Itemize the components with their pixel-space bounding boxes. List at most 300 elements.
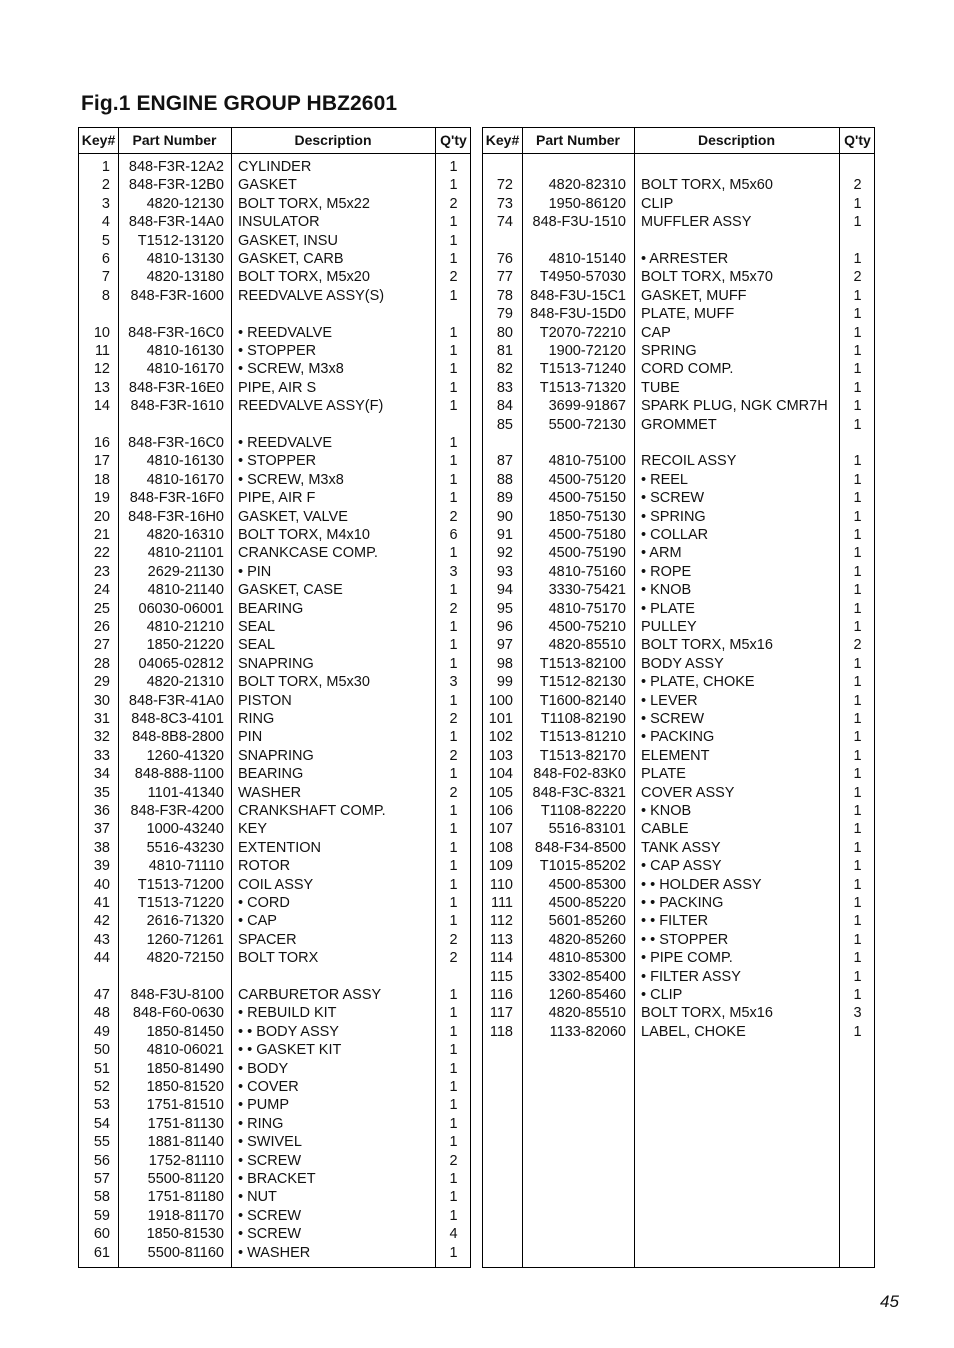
- part-number-cell: 3330-75421: [548, 582, 626, 599]
- key-cell: 88: [496, 471, 513, 488]
- table-row: [79, 489, 470, 507]
- description-cell: RING: [238, 711, 275, 727]
- qty-cell: 1: [853, 895, 862, 911]
- key-cell: 3: [101, 195, 110, 212]
- table-row: [79, 876, 470, 894]
- qty-cell: 1: [449, 1023, 458, 1040]
- part-number-cell: 5500-81120: [147, 1171, 224, 1187]
- qty-cell: 1: [449, 1207, 458, 1224]
- qty-cell: 1: [853, 306, 862, 323]
- description-cell: • CLIP: [641, 987, 683, 1003]
- table-row: [483, 618, 874, 636]
- part-number-cell: 4810-16130: [146, 453, 224, 470]
- part-number-cell: 1950-86120: [548, 195, 626, 212]
- key-cell: 78: [496, 287, 513, 304]
- qty-cell: 2: [449, 950, 458, 967]
- part-number-cell: 4810-71110: [148, 858, 224, 875]
- part-number-cell: 848-F3C-8321: [532, 784, 626, 801]
- description-cell: ELEMENT: [641, 747, 710, 764]
- key-cell: 106: [488, 803, 513, 819]
- description-cell: • SCREW: [238, 1226, 302, 1243]
- qty-cell: 1: [449, 324, 458, 341]
- description-cell: • PIN: [238, 563, 272, 580]
- qty-cell: 2: [449, 1152, 458, 1169]
- table-row: [79, 1225, 470, 1243]
- description-cell: • ARRESTER: [641, 251, 729, 267]
- key-cell: 77: [496, 269, 513, 286]
- key-cell: 55: [93, 1134, 110, 1151]
- part-number-cell: 4810-15140: [548, 251, 626, 267]
- description-cell: • ROPE: [641, 563, 692, 580]
- key-cell: 41: [93, 895, 110, 911]
- table-row: [79, 232, 470, 250]
- qty-cell: 1: [853, 563, 862, 580]
- description-cell: • PLATE: [641, 600, 695, 617]
- table-row: [483, 452, 874, 470]
- description-cell: WASHER: [238, 784, 302, 801]
- key-cell: 21: [93, 527, 110, 543]
- table-row: [483, 839, 874, 857]
- table-row: [483, 397, 874, 415]
- key-cell: 10: [93, 324, 110, 341]
- header-qty: Q'ty: [440, 132, 467, 148]
- qty-cell: 1: [449, 435, 458, 451]
- part-number-cell: 4810-13130: [146, 251, 224, 267]
- table-row: [483, 471, 874, 489]
- qty-cell: 2: [449, 931, 458, 948]
- key-cell: 105: [488, 784, 513, 801]
- part-number-cell: T1513-81210: [539, 729, 626, 746]
- key-cell: 52: [93, 1079, 110, 1095]
- part-number-cell: T1108-82220: [540, 803, 626, 819]
- description-cell: • COVER: [238, 1079, 299, 1095]
- part-number-cell: 04065-02812: [138, 655, 224, 672]
- qty-cell: 1: [449, 895, 458, 911]
- table-row: [483, 176, 874, 194]
- qty-cell: 1: [853, 987, 862, 1003]
- description-cell: • PIPE COMP.: [641, 950, 733, 967]
- part-number-cell: 848-F3R-16C0: [128, 324, 224, 341]
- description-cell: SEAL: [238, 619, 276, 635]
- table-row: [483, 544, 874, 562]
- key-cell: 5: [101, 232, 110, 249]
- key-cell: 58: [93, 1189, 110, 1206]
- key-cell: 72: [496, 177, 513, 194]
- part-number-cell: 4820-82310: [548, 177, 626, 194]
- part-number-cell: T1015-85202: [539, 858, 626, 875]
- table-row: [483, 526, 874, 544]
- qty-cell: 1: [449, 177, 458, 194]
- description-cell: CRANKCASE COMP.: [238, 545, 378, 562]
- description-cell: SEAL: [238, 637, 276, 654]
- qty-cell: 1: [853, 600, 862, 617]
- key-cell: 31: [93, 711, 110, 727]
- part-number-cell: 4810-06021: [146, 1042, 224, 1059]
- description-cell: BOLT TORX, M5x60: [641, 177, 773, 194]
- description-cell: SPARK PLUG, NGK CMR7H: [641, 398, 828, 415]
- table-row: [483, 1023, 874, 1041]
- part-number-cell: T4950-57030: [539, 269, 626, 286]
- description-cell: BEARING: [238, 600, 304, 617]
- table-row: [79, 1152, 470, 1170]
- part-number-cell: 4820-85260: [548, 931, 626, 948]
- qty-cell: 1: [853, 361, 862, 378]
- part-number-cell: 4820-21310: [146, 674, 224, 691]
- qty-cell: 1: [853, 582, 862, 599]
- qty-cell: 1: [449, 379, 458, 396]
- part-number-cell: 4820-12130: [146, 195, 224, 212]
- qty-cell: 1: [853, 711, 862, 727]
- table-row: [79, 1115, 470, 1133]
- description-cell: REEDVALVE ASSY(S): [238, 287, 385, 304]
- qty-cell: 1: [449, 582, 458, 599]
- table-row: [79, 1004, 470, 1022]
- description-cell: • • FILTER: [641, 913, 709, 930]
- qty-cell: 1: [853, 287, 862, 304]
- qty-cell: 1: [449, 287, 458, 304]
- description-cell: • PUMP: [238, 1097, 289, 1114]
- description-cell: INSULATOR: [238, 214, 320, 231]
- description-cell: PIPE, AIR F: [238, 490, 316, 507]
- description-cell: • WASHER: [238, 1244, 311, 1261]
- description-cell: • • PACKING: [641, 895, 724, 911]
- part-number-cell: 06030-06001: [138, 600, 224, 617]
- qty-cell: 1: [853, 821, 862, 838]
- table-row: [79, 949, 470, 967]
- description-cell: PULLEY: [641, 619, 697, 635]
- qty-cell: 1: [449, 545, 458, 562]
- key-cell: 90: [496, 508, 513, 525]
- qty-cell: 1: [449, 232, 458, 249]
- description-cell: BOLT TORX, M5x30: [238, 674, 370, 691]
- part-number-cell: 1133-82060: [549, 1023, 626, 1040]
- description-cell: • CAP: [238, 913, 277, 930]
- key-cell: 17: [93, 453, 110, 470]
- key-cell: 14: [93, 398, 110, 415]
- qty-cell: 2: [853, 269, 862, 286]
- key-cell: 85: [496, 416, 513, 433]
- description-cell: CRANKSHAFT COMP.: [238, 803, 386, 819]
- part-number-cell: 4810-16170: [146, 361, 224, 378]
- description-cell: • REBUILD KIT: [238, 1005, 337, 1022]
- part-number-cell: 4810-16170: [146, 471, 224, 488]
- qty-cell: 1: [853, 490, 862, 507]
- description-cell: EXTENTION: [238, 839, 321, 856]
- table-row: [483, 508, 874, 526]
- table-row: [79, 636, 470, 654]
- description-cell: GASKET, CASE: [238, 582, 343, 599]
- qty-cell: 3: [853, 1005, 862, 1022]
- part-number-cell: 4810-85300: [548, 950, 626, 967]
- qty-cell: 1: [449, 1134, 458, 1151]
- qty-cell: 2: [449, 747, 458, 764]
- part-number-cell: 848-F3R-16E0: [128, 379, 224, 396]
- part-number-cell: 848-F3U-1510: [532, 214, 626, 231]
- key-cell: 118: [489, 1023, 513, 1040]
- qty-cell: 3: [449, 563, 458, 580]
- key-cell: 89: [496, 490, 513, 507]
- description-cell: • COLLAR: [641, 527, 709, 543]
- table-row: [483, 931, 874, 949]
- table-row: [79, 912, 470, 930]
- description-cell: • SCREW: [238, 1207, 302, 1224]
- part-number-cell: 1260-85460: [548, 987, 626, 1003]
- key-cell: 81: [496, 343, 513, 359]
- key-cell: 101: [488, 711, 513, 727]
- key-cell: 35: [93, 784, 110, 801]
- description-cell: • REEDVALVE: [238, 324, 332, 341]
- part-number-cell: T1512-13120: [137, 232, 224, 249]
- key-cell: 112: [489, 913, 513, 930]
- table-row: [483, 287, 874, 305]
- qty-cell: 1: [449, 453, 458, 470]
- table-row: [483, 894, 874, 912]
- key-cell: 48: [93, 1005, 110, 1022]
- table-row: [483, 692, 874, 710]
- description-cell: • NUT: [238, 1189, 277, 1206]
- qty-cell: 1: [853, 343, 862, 359]
- description-cell: PIN: [238, 729, 263, 746]
- key-cell: 43: [93, 931, 110, 948]
- table-row: [79, 213, 470, 231]
- description-cell: TUBE: [641, 379, 680, 396]
- part-number-cell: 1751-81180: [147, 1189, 224, 1206]
- description-cell: CARBURETOR ASSY: [238, 987, 382, 1003]
- qty-cell: 1: [449, 471, 458, 488]
- key-cell: 107: [488, 821, 513, 838]
- qty-cell: 1: [853, 950, 862, 967]
- part-number-cell: 4820-16310: [146, 527, 224, 543]
- qty-cell: 1: [449, 1244, 458, 1261]
- qty-cell: 1: [449, 214, 458, 231]
- qty-cell: 1: [853, 968, 862, 985]
- table-row: [79, 379, 470, 397]
- qty-cell: 2: [449, 269, 458, 286]
- description-cell: • STOPPER: [238, 453, 317, 470]
- key-cell: 53: [93, 1097, 110, 1114]
- key-cell: 74: [496, 214, 513, 231]
- key-cell: 93: [496, 563, 513, 580]
- qty-cell: 3: [449, 674, 458, 691]
- qty-cell: 1: [449, 343, 458, 359]
- qty-cell: 1: [449, 803, 458, 819]
- table-row: [483, 802, 874, 820]
- part-number-cell: 4810-21140: [147, 582, 224, 599]
- key-cell: 34: [93, 766, 110, 783]
- description-cell: RECOIL ASSY: [641, 453, 737, 470]
- part-number-cell: 1101-41340: [147, 784, 224, 801]
- key-cell: 91: [496, 527, 513, 543]
- description-cell: • SCREW, M3x8: [238, 361, 344, 378]
- description-cell: • • STOPPER: [641, 931, 729, 948]
- description-cell: GASKET, VALVE: [238, 508, 348, 525]
- description-cell: • LEVER: [641, 692, 698, 709]
- description-cell: BOLT TORX, M4x10: [238, 527, 370, 543]
- part-number-cell: 848-F3R-4200: [130, 803, 224, 819]
- description-cell: PIPE, AIR S: [238, 379, 317, 396]
- key-cell: 11: [94, 343, 110, 359]
- part-number-cell: 848-F3U-15D0: [530, 306, 626, 323]
- part-number-cell: 848-F3U-8100: [130, 987, 224, 1003]
- part-number-cell: 1900-72120: [548, 343, 626, 359]
- description-cell: BEARING: [238, 766, 304, 783]
- key-cell: 87: [496, 453, 513, 470]
- table-row: [483, 600, 874, 618]
- qty-cell: 1: [853, 931, 862, 948]
- table-row: [483, 342, 874, 360]
- part-number-cell: T2070-72210: [539, 324, 626, 341]
- description-cell: GASKET: [238, 177, 297, 194]
- description-cell: CYLINDER: [238, 159, 312, 175]
- qty-cell: 1: [853, 251, 862, 267]
- qty-cell: 1: [449, 1171, 458, 1187]
- part-number-cell: 848-F3R-16H0: [128, 508, 224, 525]
- qty-cell: 1: [449, 987, 458, 1003]
- qty-cell: 1: [853, 674, 862, 691]
- table-row: [79, 894, 470, 912]
- qty-cell: 1: [449, 1189, 458, 1206]
- description-cell: • PLATE, CHOKE: [641, 674, 755, 691]
- description-cell: • REEL: [641, 471, 688, 488]
- qty-cell: 1: [449, 1060, 458, 1077]
- qty-cell: 1: [853, 379, 862, 396]
- table-row: [79, 1188, 470, 1206]
- part-number-cell: 848-F60-0630: [132, 1005, 224, 1022]
- qty-cell: 1: [449, 876, 458, 893]
- qty-cell: 1: [449, 692, 458, 709]
- key-cell: 109: [488, 858, 513, 875]
- table-row: [79, 1041, 470, 1059]
- table-row: [79, 526, 470, 544]
- table-row: [483, 728, 874, 746]
- table-row: [483, 765, 874, 783]
- description-cell: ROTOR: [238, 858, 291, 875]
- part-number-cell: 4500-85300: [548, 876, 626, 893]
- key-cell: 97: [496, 637, 513, 654]
- qty-cell: 1: [853, 655, 862, 672]
- description-cell: MUFFLER ASSY: [641, 214, 752, 231]
- description-cell: • KNOB: [641, 582, 692, 599]
- description-cell: • SCREW, M3x8: [238, 471, 344, 488]
- qty-cell: 1: [853, 729, 862, 746]
- part-number-cell: 5601-85260: [548, 913, 626, 930]
- header-part-number: Part Number: [535, 132, 621, 148]
- part-number-cell: 5500-81160: [147, 1244, 224, 1261]
- table-row: [79, 692, 470, 710]
- qty-cell: 1: [853, 766, 862, 783]
- part-number-cell: 4500-75120: [548, 471, 626, 488]
- part-number-cell: 4500-75210: [548, 619, 626, 635]
- table-row: [483, 268, 874, 286]
- table-row: [79, 452, 470, 470]
- qty-cell: 1: [449, 913, 458, 930]
- table-row: [79, 655, 470, 673]
- part-number-cell: 848-F3R-16F0: [129, 490, 224, 507]
- qty-cell: 1: [449, 839, 458, 856]
- table-row: [483, 1004, 874, 1022]
- part-number-cell: 4810-21210: [146, 619, 224, 635]
- description-cell: GASKET, CARB: [238, 251, 344, 267]
- description-cell: TANK ASSY: [641, 839, 721, 856]
- key-cell: 56: [93, 1152, 110, 1169]
- part-number-cell: 4500-75150: [548, 490, 626, 507]
- key-cell: 22: [93, 545, 110, 562]
- table-row: [483, 820, 874, 838]
- table-row: [483, 710, 874, 728]
- part-number-cell: T1513-71200: [137, 876, 224, 893]
- qty-cell: 1: [853, 527, 862, 543]
- header-description: Description: [697, 132, 775, 148]
- qty-cell: 1: [853, 619, 862, 635]
- key-cell: 23: [93, 563, 110, 580]
- key-cell: 6: [101, 251, 110, 267]
- qty-cell: 1: [853, 398, 862, 415]
- part-number-cell: T1513-71320: [539, 379, 626, 396]
- table-row: [79, 931, 470, 949]
- key-cell: 39: [93, 858, 110, 875]
- part-number-cell: 848-F3R-12A2: [128, 159, 224, 175]
- table-row: [79, 710, 470, 728]
- description-cell: • CORD: [238, 895, 290, 911]
- part-number-cell: 1751-81130: [147, 1115, 224, 1132]
- table-row: [483, 305, 874, 323]
- part-number-cell: 4810-75170: [548, 600, 626, 617]
- part-number-cell: 2629-21130: [147, 563, 224, 580]
- key-cell: 103: [488, 747, 513, 764]
- page-title: Fig.1 ENGINE GROUP HBZ2601: [81, 92, 398, 115]
- part-number-cell: T1600-82140: [539, 692, 626, 709]
- description-cell: CAP: [641, 324, 671, 341]
- key-cell: 32: [93, 729, 110, 746]
- table-row: [79, 158, 470, 176]
- qty-cell: 1: [853, 416, 862, 433]
- table-row: [79, 839, 470, 857]
- qty-cell: 1: [853, 692, 862, 709]
- key-cell: 36: [93, 803, 110, 819]
- part-number-cell: 1000-43240: [146, 821, 224, 838]
- key-cell: 96: [496, 619, 513, 635]
- qty-cell: 1: [853, 839, 862, 856]
- part-number-cell: 848-F3R-1610: [130, 398, 224, 415]
- part-number-cell: 1752-81110: [148, 1152, 224, 1169]
- key-cell: 24: [93, 582, 110, 599]
- part-number-cell: 848-F3R-16C0: [128, 435, 224, 451]
- table-header: [483, 128, 874, 154]
- key-cell: 27: [93, 637, 110, 654]
- header-part-number: Part Number: [132, 132, 217, 148]
- part-number-cell: 4500-85220: [548, 895, 626, 911]
- qty-cell: 1: [853, 471, 862, 488]
- part-number-cell: 848-F3R-12B0: [128, 177, 224, 194]
- description-cell: • STOPPER: [238, 343, 317, 359]
- key-cell: 100: [488, 692, 513, 709]
- part-number-cell: 4810-75160: [548, 563, 626, 580]
- table-row: [79, 508, 470, 526]
- description-cell: REEDVALVE ASSY(F): [238, 398, 384, 415]
- key-cell: 49: [93, 1023, 110, 1040]
- description-cell: • SWIVEL: [238, 1134, 302, 1151]
- table-row: [483, 784, 874, 802]
- qty-cell: 1: [449, 490, 458, 507]
- part-number-cell: 4810-21101: [147, 545, 224, 562]
- description-cell: • BODY: [238, 1060, 289, 1077]
- part-number-cell: T1108-82190: [540, 711, 626, 727]
- table-row: [483, 876, 874, 894]
- key-cell: 114: [489, 950, 513, 967]
- qty-cell: 1: [853, 1023, 862, 1040]
- table-row: [483, 986, 874, 1004]
- part-number-cell: 4810-75100: [548, 453, 626, 470]
